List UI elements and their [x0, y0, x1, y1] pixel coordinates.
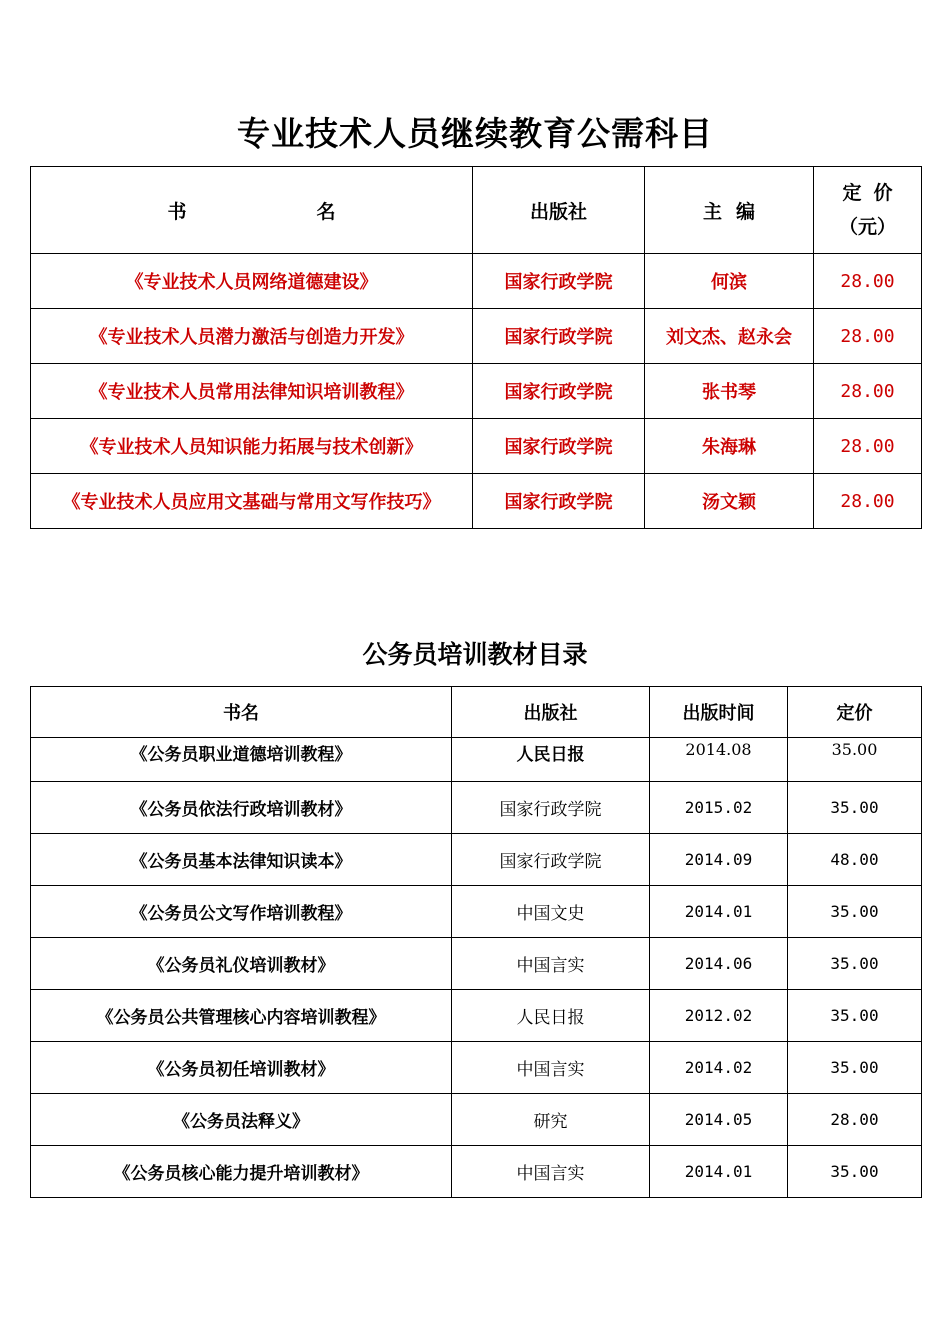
- price-cell: 35.00: [788, 990, 922, 1042]
- book-name-cell: 《专业技术人员应用文基础与常用文写作技巧》: [31, 474, 473, 529]
- book-name-cell: 《公务员公文写作培训教程》: [31, 886, 452, 938]
- section2-title: 公务员培训教材目录: [362, 640, 588, 669]
- table-row: [31, 309, 922, 364]
- publish-date-cell: 2014.01: [650, 1146, 788, 1198]
- publish-date-cell: 2014.08: [650, 738, 788, 782]
- editor-cell: 汤文颖: [645, 474, 814, 529]
- table-row: [31, 782, 922, 834]
- book-name-cell: 《公务员法释义》: [31, 1094, 452, 1146]
- book-name-cell: 《公务员职业道德培训教程》: [31, 738, 452, 782]
- table-header-row: [31, 167, 922, 254]
- price-cell: 28.00: [814, 419, 922, 474]
- price-cell: 35.00: [788, 938, 922, 990]
- table-row: [31, 834, 922, 886]
- price-cell: 28.00: [814, 474, 922, 529]
- publish-date-cell: 2014.05: [650, 1094, 788, 1146]
- publisher-cell: 中国文史: [452, 886, 650, 938]
- civil-servant-training-table: [30, 686, 922, 1198]
- publisher-cell: 国家行政学院: [473, 419, 645, 474]
- header-editor: 主编: [645, 167, 814, 254]
- book-name-cell: 《公务员核心能力提升培训教材》: [31, 1146, 452, 1198]
- book-name-cell: 《专业技术人员常用法律知识培训教程》: [31, 364, 473, 419]
- publish-date-cell: 2014.01: [650, 886, 788, 938]
- editor-cell: 朱海琳: [645, 419, 814, 474]
- table-header-row: [31, 687, 922, 738]
- publisher-cell: 中国言实: [452, 1042, 650, 1094]
- table-row: [31, 990, 922, 1042]
- price-cell: 28.00: [788, 1094, 922, 1146]
- publish-date-cell: 2014.09: [650, 834, 788, 886]
- table-row: [31, 1042, 922, 1094]
- book-name-cell: 《专业技术人员网络道德建设》: [31, 254, 473, 309]
- book-name-cell: 《专业技术人员知识能力拓展与技术创新》: [31, 419, 473, 474]
- header-book-name: 书名: [31, 167, 473, 254]
- publisher-cell: 人民日报: [452, 738, 650, 782]
- book-name-cell: 《公务员依法行政培训教材》: [31, 782, 452, 834]
- table-row: [31, 938, 922, 990]
- price-cell: 48.00: [788, 834, 922, 886]
- book-name-cell: 《公务员基本法律知识读本》: [31, 834, 452, 886]
- header-publisher: 出版社: [473, 167, 645, 254]
- price-cell: 35.00: [788, 1042, 922, 1094]
- table-row: [31, 419, 922, 474]
- header-book-name: 书名: [31, 687, 452, 738]
- table-row: [31, 254, 922, 309]
- publish-date-cell: 2014.02: [650, 1042, 788, 1094]
- editor-cell: 张书琴: [645, 364, 814, 419]
- publisher-cell: 中国言实: [452, 938, 650, 990]
- table-row: [31, 474, 922, 529]
- header-price-unit: （元）: [838, 216, 896, 238]
- publisher-cell: 中国言实: [452, 1146, 650, 1198]
- price-cell: 28.00: [814, 364, 922, 419]
- header-publish-date: 出版时间: [650, 687, 788, 738]
- editor-cell: 何滨: [645, 254, 814, 309]
- publisher-cell: 国家行政学院: [473, 364, 645, 419]
- book-name-cell: 《公务员初任培训教材》: [31, 1042, 452, 1094]
- publish-date-cell: 2012.02: [650, 990, 788, 1042]
- publisher-cell: 国家行政学院: [473, 254, 645, 309]
- table-row: [31, 738, 922, 782]
- table-row: [31, 1146, 922, 1198]
- price-cell: 35.00: [788, 738, 922, 782]
- header-publisher: 出版社: [452, 687, 650, 738]
- price-cell: 35.00: [788, 886, 922, 938]
- publisher-cell: 国家行政学院: [473, 474, 645, 529]
- publisher-cell: 国家行政学院: [452, 834, 650, 886]
- publisher-cell: 人民日报: [452, 990, 650, 1042]
- header-price-label: 定价: [842, 182, 905, 204]
- price-cell: 35.00: [788, 1146, 922, 1198]
- continuing-education-table: [30, 166, 922, 529]
- header-price: [814, 167, 922, 254]
- section1-title: 专业技术人员继续教育公需科目: [237, 114, 713, 153]
- book-name-cell: 《公务员礼仪培训教材》: [31, 938, 452, 990]
- price-cell: 28.00: [814, 254, 922, 309]
- table-row: [31, 364, 922, 419]
- publisher-cell: 国家行政学院: [473, 309, 645, 364]
- publish-date-cell: 2014.06: [650, 938, 788, 990]
- publisher-cell: 研究: [452, 1094, 650, 1146]
- price-cell: 35.00: [788, 782, 922, 834]
- header-price: 定价: [788, 687, 922, 738]
- publish-date-cell: 2015.02: [650, 782, 788, 834]
- editor-cell: 刘文杰、赵永会: [645, 309, 814, 364]
- publisher-cell: 国家行政学院: [452, 782, 650, 834]
- price-cell: 28.00: [814, 309, 922, 364]
- table-row: [31, 1094, 922, 1146]
- book-name-cell: 《公务员公共管理核心内容培训教程》: [31, 990, 452, 1042]
- table-row: [31, 886, 922, 938]
- book-name-cell: 《专业技术人员潜力激活与创造力开发》: [31, 309, 473, 364]
